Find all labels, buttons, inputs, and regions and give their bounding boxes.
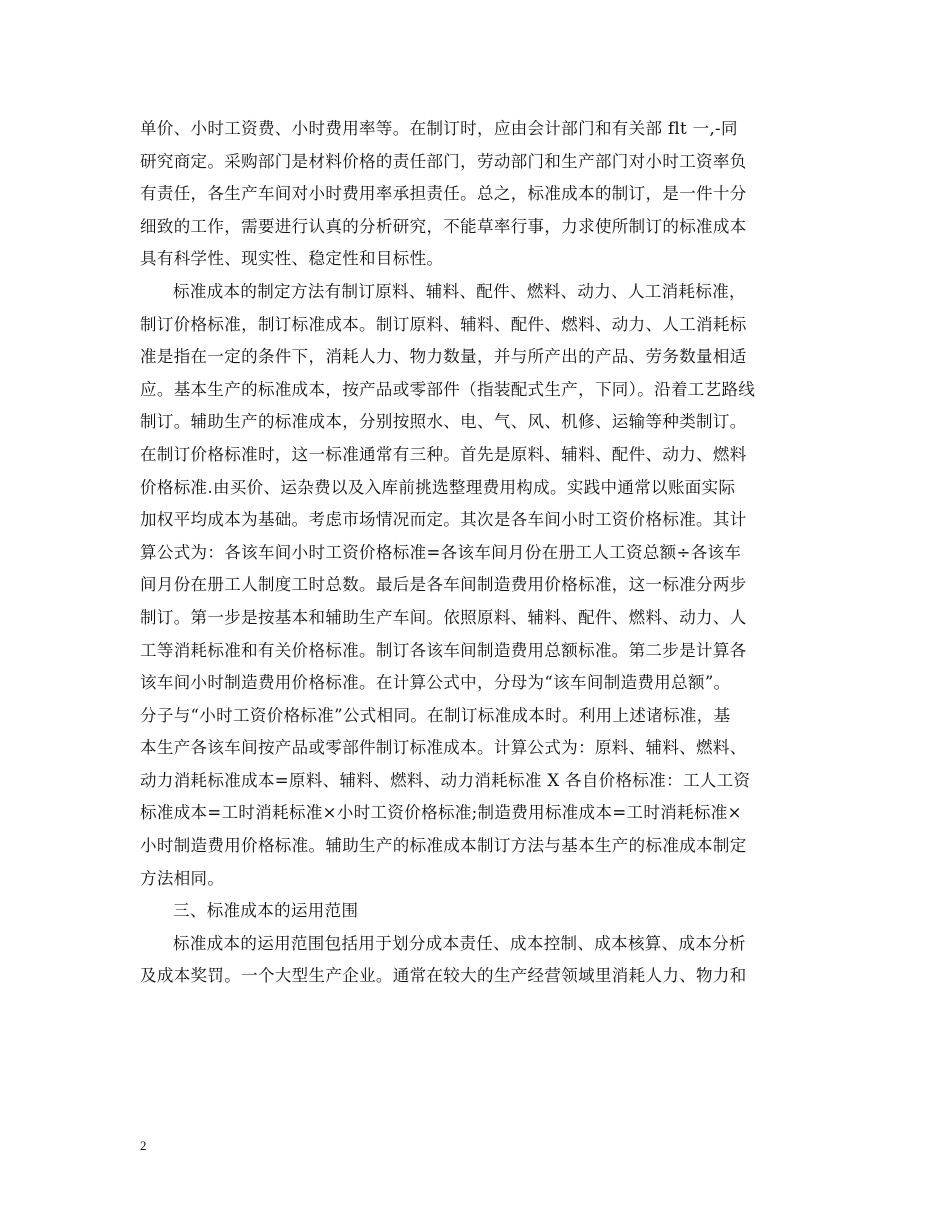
text-line: 准是指在一定的条件下，消耗人力、物力数量，并与所产出的产品、劳务数量相适 [140,347,747,367]
document-body [140,113,812,993]
text-line: 加权平均成本为基础。考虑市场情况而定。其次是各车间小时工资价格标准。其计 [140,510,747,530]
text-line: 制订。第一步是按基本和辅助生产车间。依照原料、辅料、配件、燃料、动力、人 [140,607,747,627]
text-line: 单价、小时工资费、小时费用率等。在制订时，应由会计部门和有关部 flt 一,-同 [140,119,738,138]
paragraph-first-line: 标准成本的运用范围包括用于划分成本责任、成本控制、成本核算、成本分析 [173,933,746,953]
text-line: 在制订价格标准时，这一标准通常有三种。首先是原料、辅料、配件、动力、燃料 [140,444,747,464]
text-line: 动力消耗标准成本=原料、辅料、燃料、动力消耗标准 X 各自价格标准：工人工资 [140,770,751,790]
text-line: 方法相同。 [140,868,225,888]
text-line: 具有科学性、现实性、稳定性和目标性。 [140,249,444,269]
text-line: 工等消耗标准和有关价格标准。制订各该车间制造费用总额标准。第二步是计算各 [140,640,747,660]
text-line: 算公式为：各该车间小时工资价格标准=各该车间月份在册工人工资总额÷各该车 [140,542,742,562]
text-line: 该车间小时制造费用价格标准。在计算公式中，分母为“该车间制造费用总额”。 [140,673,731,693]
page-number: 2 [140,1138,147,1153]
text-line: 有责任，各生产车间对小时费用率承担责任。总之，标准成本的制订，是一件十分 [140,184,747,204]
text-line: 制订价格标准，制订标准成本。制订原料、辅料、配件、燃料、动力、人工消耗标 [140,314,747,334]
text-line: 细致的工作，需要进行认真的分析研究，不能草率行事，力求使所制订的标准成本 [140,216,747,236]
text-line: 本生产各该车间按产品或零部件制订标准成本。计算公式为：原料、辅料、燃料、 [140,738,747,758]
paragraph-first-line: 标准成本的制定方法有制订原料、辅料、配件、燃料、动力、人工消耗标准， [173,281,746,301]
text-line: 标准成本=工时消耗标准×小时工资价格标准;制造费用标准成本=工时消耗标准× [140,803,742,823]
text-line: 价格标准.由买价、运杂费以及入库前挑选整理费用构成。实践中通常以账面实际 [140,477,736,497]
text-line: 应。基本生产的标准成本，按产品或零部件（指装配式生产，下同）。沿着工艺路线 [140,379,756,399]
text-line: 及成本奖罚。一个大型生产企业。通常在较大的生产经营领域里消耗人力、物力和 [140,966,747,986]
text-line: 制订。辅助生产的标准成本，分别按照水、电、气、风、机修、运输等种类制订。 [140,412,747,432]
text-line: 间月份在册工人制度工时总数。最后是各车间制造费用价格标准，这一标准分两步 [140,575,747,595]
text-line: 研究商定。采购部门是材料价格的责任部门，劳动部门和生产部门对小时工资率负 [140,151,747,171]
text-line: 分子与“小时工资价格标准”公式相同。在制订标准成本时。利用上述诸标准，基 [140,705,731,725]
text-line: 小时制造费用价格标准。辅助生产的标准成本制订方法与基本生产的标准成本制定 [140,836,747,856]
section-heading: 三、标准成本的运用范围 [173,901,359,921]
